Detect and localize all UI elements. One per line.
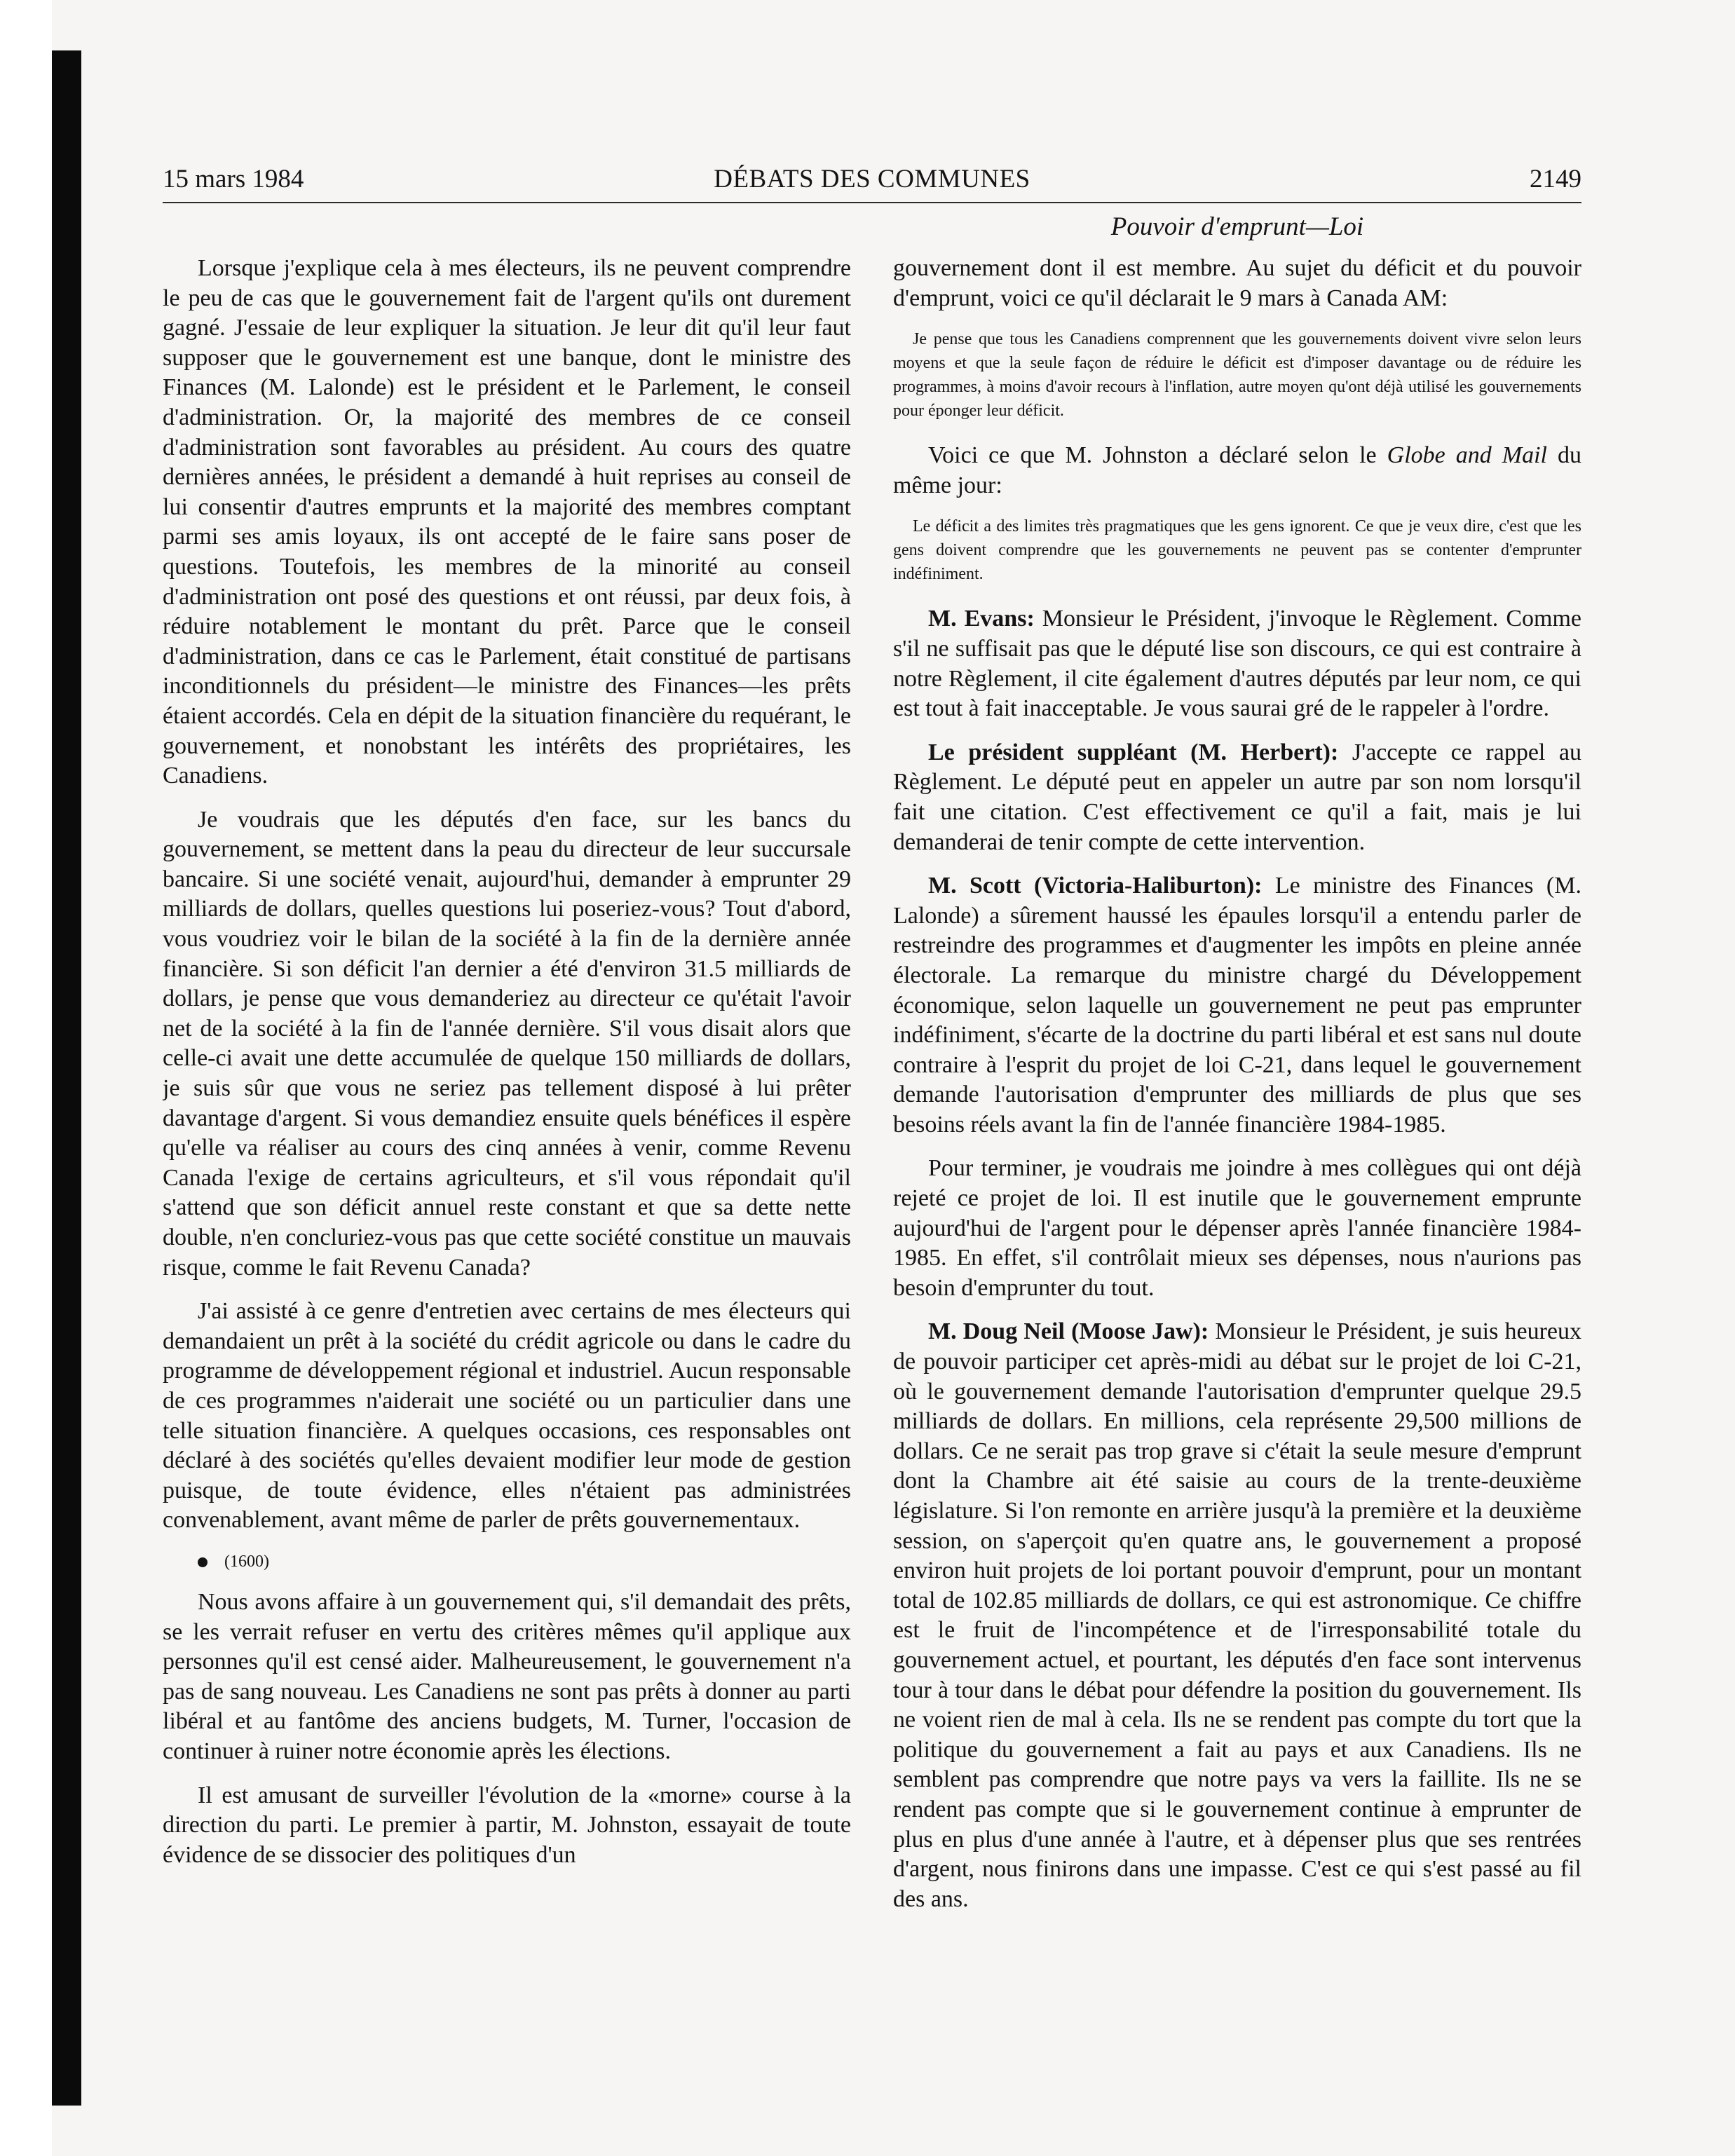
left-paragraph-5: Il est amusant de surveiller l'évolution de la «morne» course à la direction du parti. Le premier à partir, M. Johnston, essayait de toute évidence de se dissocier des politiques d'un bbox=[163, 1782, 851, 1868]
speech-text: J'accepte ce rappel au Règlement. Le député peut en appeler un autre par son nom lorsqu'il fait une citation. C'est effectivement ce qu'il a fait, mais je lui demanderai de tenir compte de cette intervention. bbox=[893, 739, 1581, 855]
running-head: Pouvoir d'emprunt—Loi bbox=[1110, 212, 1364, 241]
right-paragraph-2-start: Voici ce que M. Johnston a déclaré selon le bbox=[928, 442, 1387, 469]
speaker-name: M. Scott (Victoria-Haliburton): bbox=[928, 873, 1263, 899]
scan-binding-edge bbox=[52, 50, 81, 2106]
header-page-number: 2149 bbox=[1530, 165, 1581, 193]
newspaper-title: Globe and Mail bbox=[1387, 442, 1547, 469]
speech-herbert bbox=[893, 738, 1581, 857]
left-paragraph-2: Je voudrais que les députés d'en face, sur les bancs du gouvernement, se mettent dans la peau du directeur de leur succursale bancaire. Si une société venait, aujourd'hui, demander à emprunter 29 milliards de dollars, quelles questions lui poseriez-vous? Tout d'abord, vous voudriez voir le bilan de la société à la fin de la dernière année financière. Si son déficit l'an dernier a été d'environ 31.5 milliards de dollars, je pense que vous demanderiez au directeur ce qu'était l'avoir net de la société à la fin de l'année dernière. S'il vous disait alors que celle-ci avait une dette accumulée de quelque 150 milliards de dollars, je suis sûr que vous ne seriez pas tellement disposé à lui prêter davantage d'argent. Si vous demandiez ensuite quels bénéfices il espère qu'elle va réaliser au cours des cinq années à venir, comme Revenu Canada l'exige de certains agriculteurs, et s'il vous répondait qu'il s'attend que son déficit annuel reste constant et que sa dette nette double, n'en concluriez-vous pas que cette société constitue un mauvais risque, comme le fait Revenu Canada? bbox=[163, 806, 851, 1281]
speech-scott bbox=[893, 871, 1581, 1140]
speech-evans bbox=[893, 604, 1581, 723]
speech-text: Monsieur le Président, j'invoque le Règlement. Comme s'il ne suffisait pas que le député lise son discours, ce qui est contraire à notre Règlement, il cite également d'autres députés par leur nom, ce qui est tout à fait inacceptable. Je vous saurai gré de le rappeler à l'ordre. bbox=[893, 606, 1581, 722]
speaker-name: Le président suppléant (M. Herbert): bbox=[928, 739, 1339, 765]
header-date: 15 mars 1984 bbox=[163, 165, 304, 193]
outer-margin bbox=[0, 0, 52, 2156]
page-header bbox=[163, 160, 1581, 199]
time-marker bbox=[163, 1550, 851, 1574]
speaker-name: M. Evans: bbox=[928, 606, 1035, 632]
bullet-icon bbox=[198, 1557, 207, 1567]
quote-johnston-canada-am: Je pense que tous les Canadiens comprennent que les gouvernements doivent vivre selon leurs moyens et que la seule façon de réduire le déficit est d'imposer davantage ou de réduire les programmes, à moins d'avoir recours à l'inflation, autre moyen qu'ont déjà utilisé les gouvernements pour éponger leur déficit. bbox=[893, 330, 1581, 421]
time-marker-text: (1600) bbox=[224, 1552, 269, 1571]
right-column bbox=[893, 254, 1581, 2062]
right-paragraph-2 bbox=[893, 441, 1581, 500]
header-rule bbox=[163, 202, 1581, 203]
right-paragraph-3: Pour terminer, je voudrais me joindre à mes collègues qui ont déjà rejeté ce projet de loi. Il est inutile que le gouvernement emprunte aujourd'hui de l'argent pour le dépenser après l'année financière 1984-1985. En effet, s'il contrôlait mieux ses dépenses, nous n'aurions pas besoin d'emprunter du tout. bbox=[893, 1155, 1581, 1301]
left-column bbox=[163, 254, 851, 2062]
speech-text: Le ministre des Finances (M. Lalonde) a sûrement haussé les épaules lorsqu'il a entendu parler de restreindre des programmes et d'augmenter les impôts en pleine année électorale. La remarque du ministre chargé du Développement économique, selon laquelle un gouvernement ne peut pas emprunter indéfiniment, s'écarte de la doctrine du parti libéral et est sans nul doute contraire à l'esprit du projet de loi C-21, dans lequel le gouvernement demande l'autorisation d'emprunter des milliards de plus que ses besoins réels avant la fin de l'année financière 1984-1985. bbox=[893, 873, 1581, 1138]
speech-text: Monsieur le Président, je suis heureux de pouvoir participer cet après-midi au débat sur le projet de loi C-21, où le gouvernement demande l'autorisation d'emprunter quelque 29.5 milliards de dollars. En millions, cela représente 29,500 millions de dollars. Ce ne serait pas trop grave si c'était la seule mesure d'emprunt dont la Chambre ait été saisie au cours de la trente-deuxième législature. Si l'on remonte en arrière jusqu'à la première et la deuxième session, on s'aperçoit qu'en quatre ans, le gouvernement a proposé environ huit projets de loi portant pouvoir d'emprunt, pour un montant total de 102.85 milliards de dollars, ce qui est astronomique. Ce chiffre est le fruit de l'incompétence et de l'irresponsabilité totale du gouvernement actuel, et pourtant, les députés d'en face sont intervenus tour à tour dans le débat pour défendre la position du gouvernement. Ils ne voient rien de mal à cela. Ils ne se rendent pas compte du tort que la politique du gouvernement a fait au pays et aux Canadiens. Ils ne semblent pas comprendre que notre pays va vers la faillite. Ils ne se rendent pas compte que si le gouvernement continue à emprunter de plus en plus d'une année à l'autre, et à dépenser plus que ses rentrées d'argent, nous finirons dans une impasse. C'est ce qui s'est passé au fil des ans. bbox=[893, 1318, 1581, 1912]
header-title: DÉBATS DES COMMUNES bbox=[714, 165, 1030, 193]
right-paragraph-2-end: du même jour: bbox=[893, 442, 1581, 498]
left-paragraph-4: Nous avons affaire à un gouvernement qui, s'il demandait des prêts, se les verrait refuser en vertu des critères mêmes qu'il applique aux personnes qu'il est censé aider. Malheureusement, le gouvernement n'a pas de sang nouveau. Les Canadiens ne sont pas prêts à donner au parti libéral et au fantôme des anciens budgets, M. Turner, l'occasion de continuer à ruiner notre économie après les élections. bbox=[163, 1588, 851, 1764]
speech-neil bbox=[893, 1317, 1581, 1914]
speaker-name: M. Doug Neil (Moose Jaw): bbox=[928, 1318, 1209, 1345]
right-paragraph-1: gouvernement dont il est membre. Au sujet du déficit et du pouvoir d'emprunt, voici ce qu'il déclarait le 9 mars à Canada AM: bbox=[893, 255, 1581, 311]
left-paragraph-1: Lorsque j'explique cela à mes électeurs, ils ne peuvent comprendre le peu de cas que le gouvernement fait de l'argent qu'ils ont durement gagné. J'essaie de leur expliquer la situation. Je leur dit qu'il leur faut supposer que le gouvernement est une banque, dont le ministre des Finances (M. Lalonde) est le président et le Parlement, le conseil d'administration. Or, la majorité des membres de ce conseil d'administration sont favorables au président. Au cours des quatre dernières années, le président a demandé à huit reprises au conseil de lui consentir d'autres emprunts et la majorité des membres comptant parmi ses amis loyaux, ils ont accepté de le faire sans poser de questions. Toutefois, les membres de la minorité au conseil d'administration ont posé des questions et ont réussi, par deux fois, à réduire notablement le montant du prêt. Parce que le conseil d'administration, dans ce cas le Parlement, était constitué de partisans inconditionnels du président—le ministre des Finances—les prêts étaient accordés. Cela en dépit de la situation financière du requérant, le gouvernement, et nonobstant les intérêts des propriétaires, les Canadiens. bbox=[163, 255, 851, 789]
quote-johnston-globe: Le déficit a des limites très pragmatiques que les gens ignorent. Ce que je veux dire, c'est que les gens doivent comprendre que les gouvernements ne peuvent pas se contenter d'emprunter indéfiniment. bbox=[893, 517, 1581, 584]
left-paragraph-3: J'ai assisté à ce genre d'entretien avec certains de mes électeurs qui demandaient un prêt à la société du crédit agricole ou dans le cadre du programme de développement régional et industriel. Aucun responsable de ces programmes n'aiderait une société ou un particulier dans une telle situation financière. A quelques occasions, ces responsables ont déclaré à des sociétés qu'elles devaient modifier leur mode de gestion puisque, de toute évidence, elles n'étaient pas administrées convenablement, avant même de parler de prêts gouvernementaux. bbox=[163, 1298, 851, 1534]
